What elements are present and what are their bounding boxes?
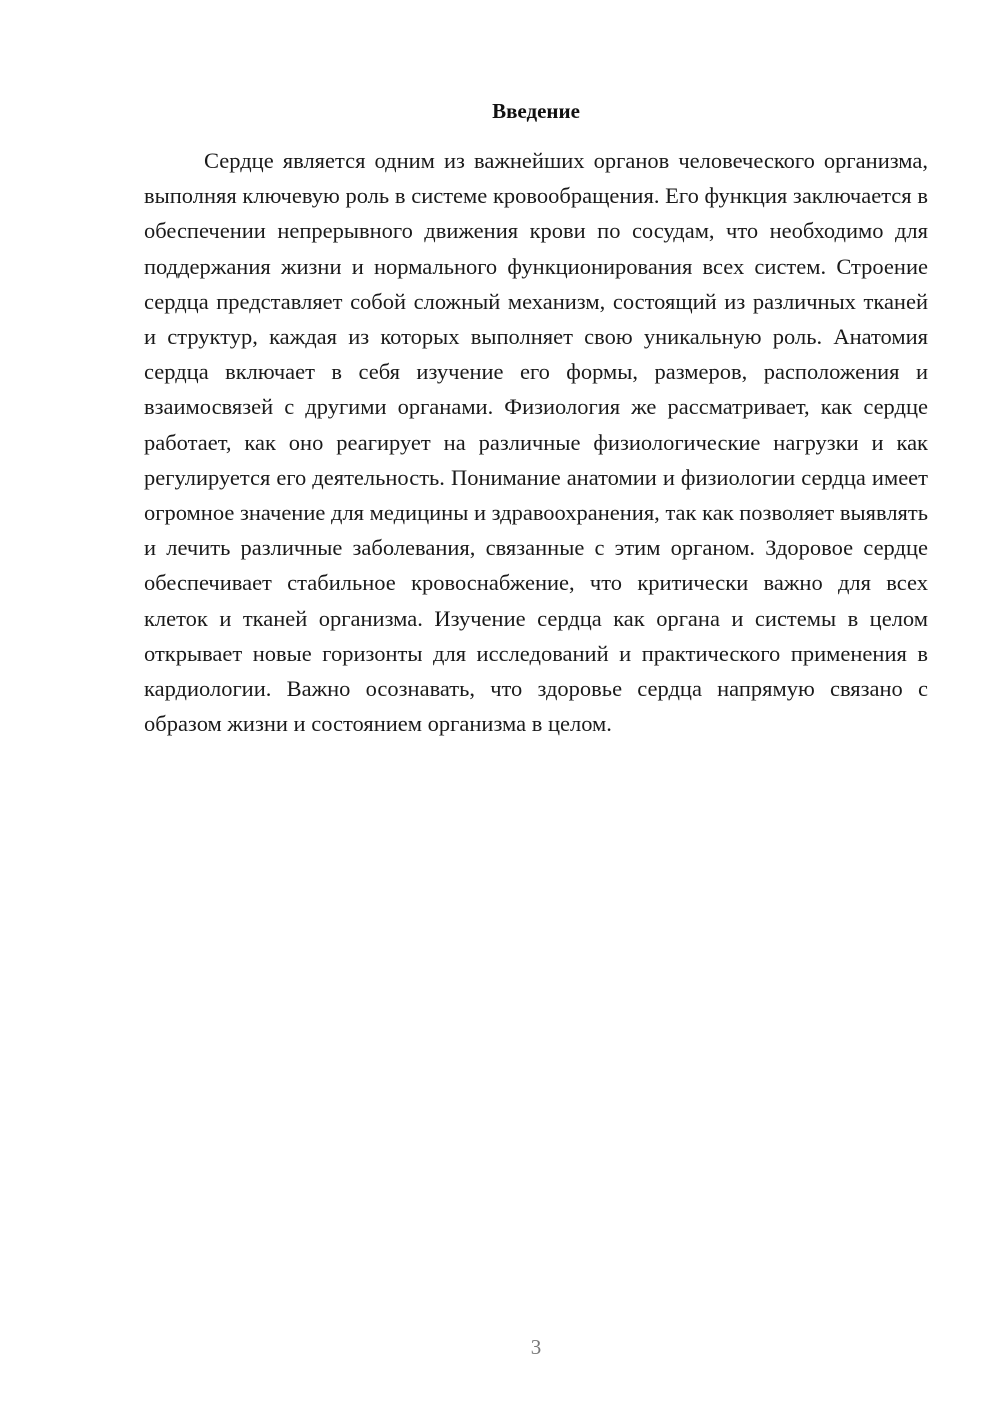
body-paragraph: Сердце является одним из важнейших органов человеческого организма, выполняя ключевую роль в системе кровообращения. Его функция заключается в обеспечении непрерывного движения крови по сосудам, что необходимо для поддержания жизни и нормального функционирования всех систем. Строение сердца представляет собой сложный механизм, состоящий из различных тканей и структур, каждая из которых выполняет свою уникальную роль. Анатомия сердца включает в себя изучение его формы, размеров, расположения и взаимосвязей с другими органами. Физиология же рассматривает, как сердце работает, как оно реагирует на различные физиологические нагрузки и как регулируется его деятельность. Понимание анатомии и физиологии сердца имеет огромное значение для медицины и здравоохранения, так как позволяет выявлять и лечить различные заболевания, связанные с этим органом. Здоровое сердце обеспечивает стабильное кровоснабжение, что критически важно для всех клеток и тканей организма. Изучение сердца как органа и системы в целом открывает новые горизонты для исследований и практического применения в кардиологии. Важно осознавать, что здоровье сердца напрямую связано с образом жизни и состоянием организма в целом. <box>144 148 928 737</box>
page-number: 3 <box>530 1335 542 1359</box>
section-heading: Введение <box>492 99 580 123</box>
